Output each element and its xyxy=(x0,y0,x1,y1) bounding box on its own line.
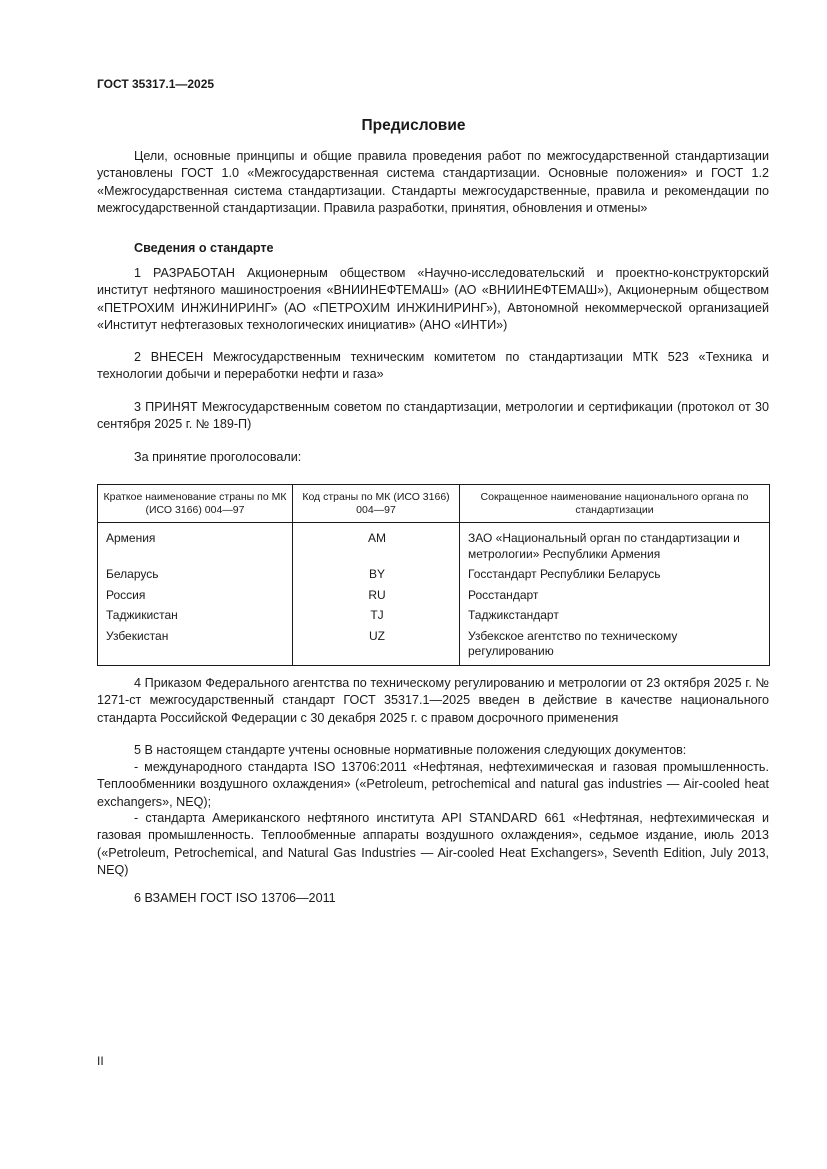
country-name: Россия xyxy=(98,586,293,607)
item-5-provisions: 5 В настоящем стандарте учтены основные нормативные положения следующих документов: xyxy=(134,743,687,757)
table-header-row xyxy=(98,485,770,523)
item-5-iso-reference: - международного стандарта ISO 13706:2011 «Нефтяная, нефтехимическая и газовая промышленность. Теплообменники воздушного охлаждения» («Petroleum, petrochemical and natural gas industries — Air-cooled heat exchangers», NEQ); xyxy=(97,760,769,809)
country-name: Таджикистан xyxy=(98,606,293,627)
table-row xyxy=(98,606,770,627)
country-name: Узбекистан xyxy=(98,627,293,666)
national-body: ЗАО «Национальный орган по стандартизации и метрологии» Республики Армения xyxy=(460,523,770,566)
country-code: UZ xyxy=(293,627,460,666)
column-header-country: Краткое наименование страны по МК (ИСО 3166) 004—97 xyxy=(98,485,293,523)
page-title: Предисловие xyxy=(361,117,466,134)
column-header-code: Код страны по МК (ИСО 3166) 004—97 xyxy=(293,485,460,523)
national-body: Таджикстандарт xyxy=(460,606,770,627)
item-2-introduced: 2 ВНЕСЕН Межгосударственным техническим комитетом по стандартизации МТК 523 «Техника и технологии добычи и переработки нефти и газа» xyxy=(97,350,769,382)
item-5-api-reference: - стандарта Американского нефтяного института API STANDARD 661 «Нефтяная, нефтехимическая и газовая промышленность. Теплообменные аппараты воздушного охлаждения», седьмое издание, июль 2013 («Petroleum, Petrochemical, and Natural Gas Industries — Air-cooled Heat Exchangers», Seventh Edition, July 2013, NEQ) xyxy=(97,811,769,877)
info-heading: Сведения о стандарте xyxy=(134,241,274,255)
national-body: Узбекское агентство по техническому регулированию xyxy=(460,627,770,666)
item-6-replaces: 6 ВЗАМЕН ГОСТ ISO 13706—2011 xyxy=(134,891,336,905)
national-body: Госстандарт Республики Беларусь xyxy=(460,565,770,586)
country-code: TJ xyxy=(293,606,460,627)
country-code: BY xyxy=(293,565,460,586)
country-name: Беларусь xyxy=(98,565,293,586)
item-3-adopted: 3 ПРИНЯТ Межгосударственным советом по стандартизации, метрологии и сертификации (протокол от 30 сентября 2025 г. № 189-П) xyxy=(97,400,769,432)
intro-paragraph: Цели, основные принципы и общие правила проведения работ по межгосударственной стандартизации установлены ГОСТ 1.0 «Межгосударственная система стандартизации. Основные положения» и ГОСТ 1.2 «Межгосударственная система стандартизации. Стандарты межгосударственные, правила и рекомендации по межгосударственной стандартизации. Правила разработки, принятия, обновления и отмены» xyxy=(97,149,769,215)
country-code: AM xyxy=(293,523,460,566)
country-code: RU xyxy=(293,586,460,607)
table-row xyxy=(98,627,770,666)
item-1-developed: 1 РАЗРАБОТАН Акционерным обществом «Научно-исследовательский и проектно-конструкторский институт нефтяного машиностроения «ВНИИНЕФТЕМАШ» (АО «ВНИИНЕФТЕМАШ»), Акционерным обществом «ПЕТРОХИМ ИНЖИНИРИНГ» (АО «ПЕТРОХИМ ИНЖИНИРИНГ»), Автономной некоммерческой организацией «Институт нефтегазовых технологических инициатив» (АНО «ИНТИ») xyxy=(97,266,769,332)
vote-label: За принятие проголосовали: xyxy=(134,450,302,464)
table-row xyxy=(98,523,770,566)
national-body: Росстандарт xyxy=(460,586,770,607)
table-row xyxy=(98,565,770,586)
voting-countries-table xyxy=(97,484,770,666)
table-row xyxy=(98,586,770,607)
item-4-order: 4 Приказом Федерального агентства по техническому регулированию и метрологии от 23 октября 2025 г. № 1271-ст межгосударственный стандарт ГОСТ 35317.1—2025 введен в действие в качестве национального стандарта Российской Федерации с 30 декабря 2025 г. с правом досрочного применения xyxy=(97,676,769,725)
page-number: II xyxy=(97,1054,104,1068)
country-name: Армения xyxy=(98,523,293,566)
column-header-national-body: Сокращенное наименование национального органа по стандартизации xyxy=(460,485,770,523)
document-header: ГОСТ 35317.1—2025 xyxy=(97,77,215,91)
